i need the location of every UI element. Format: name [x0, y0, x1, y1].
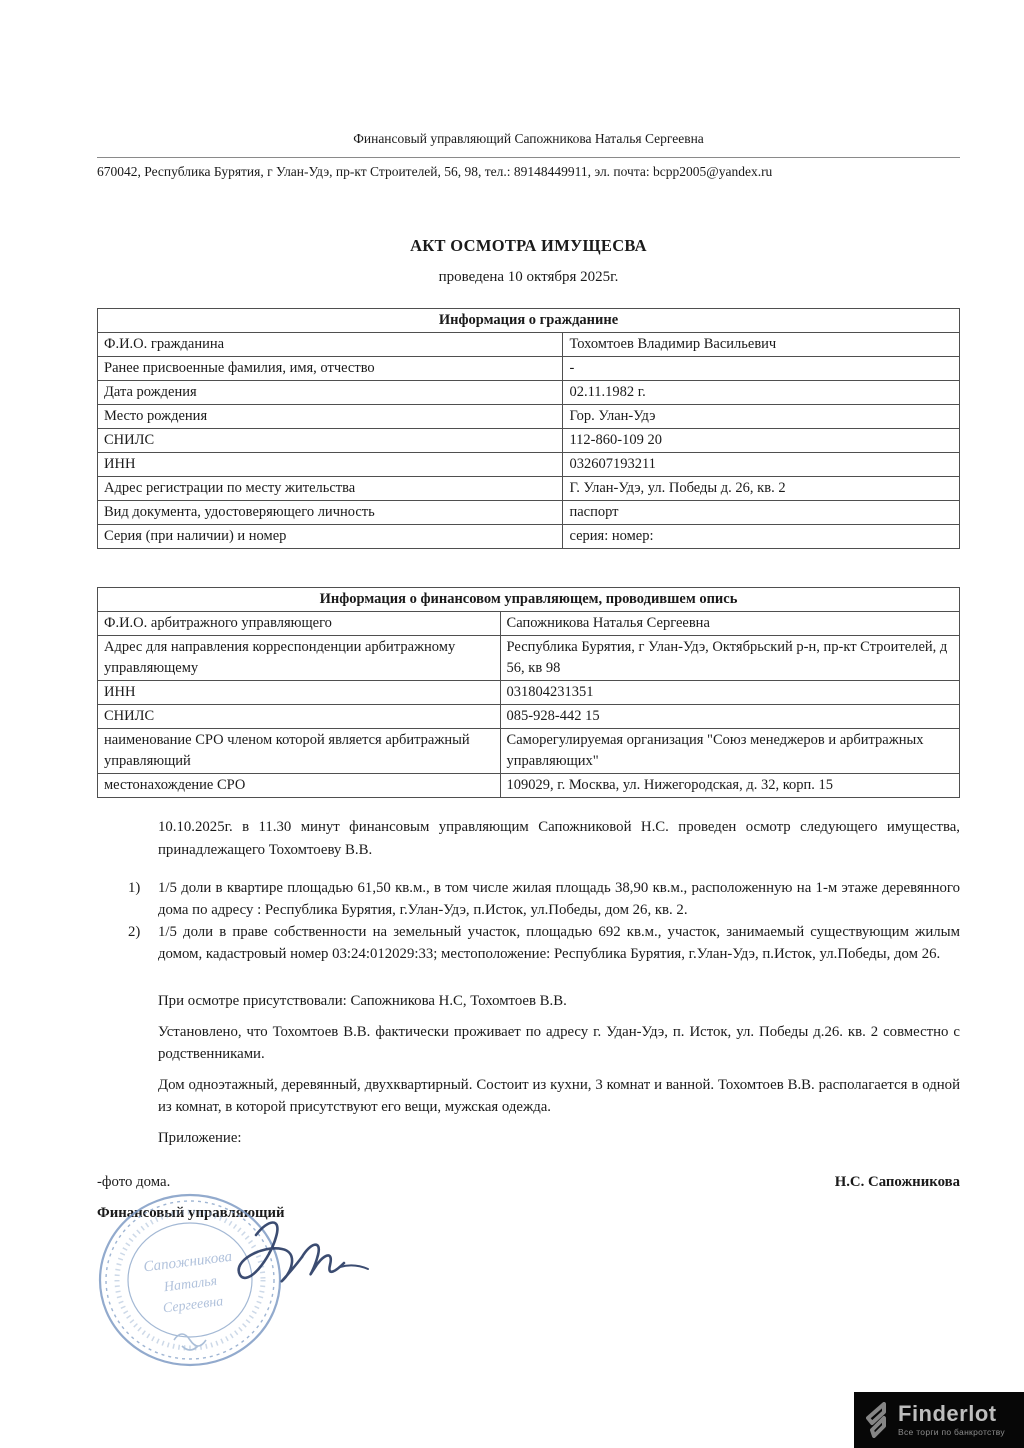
inspection-intro-paragraph: 10.10.2025г. в 11.30 минут финансовым управляющим Сапожниковой Н.С. проведен осмотр следующего имущества, принадлежащего Тохомтоеву В.В. [158, 819, 960, 858]
signer-name: Н.С. Сапожникова [834, 1173, 960, 1190]
row-value: 031804231351 [500, 681, 959, 705]
table-row [98, 477, 960, 501]
row-label: Дата рождения [98, 381, 563, 405]
signature-graphic [210, 1215, 380, 1325]
table-row [98, 729, 960, 774]
findings-paragraphs [97, 990, 960, 1150]
stamp-name-line1: Сапожникова [142, 1248, 233, 1276]
table-row [98, 681, 960, 705]
table-row [98, 501, 960, 525]
table-row [98, 405, 960, 429]
row-label: Серия (при наличии) и номер [98, 525, 563, 549]
list-item-text: 1/5 доли в квартире площадью 61,50 кв.м., в том числе жилая площадь 38,90 кв.м., расположенную на 1-м этаже деревянного дома по адресу : Республика Бурятия, г.Улан-Удэ, п.Исток, ул.Победы, дом 26, кв. 2. [158, 879, 960, 918]
watermark-brand: Finderlot [898, 1401, 997, 1426]
row-value: Гор. Улан-Удэ [563, 405, 960, 429]
handwritten-signature [210, 1215, 380, 1325]
table-row [98, 453, 960, 477]
watermark-text [898, 1403, 1005, 1437]
body-text [97, 816, 960, 1149]
inventory-list [97, 877, 960, 966]
attachment-note: -фото дома. [97, 1173, 171, 1190]
list-item-text: 1/5 доли в праве собственности на земельный участок, площадью 692 кв.м., участок, занимаемый существующим жилым домом, кадастровый номер 03:24:012029:33; местоположение: Республика Бурятия, г.Улан-Удэ, п.Исток, ул.Победы, дом 26. [158, 924, 960, 963]
document-content [97, 130, 960, 1222]
row-label: Адрес регистрации по месту жительства [98, 477, 563, 501]
table-row [98, 636, 960, 681]
row-label: Ранее присвоенные фамилия, имя, отчество [98, 357, 563, 381]
row-label: наименование СРО членом которой является арбитражный управляющий [98, 729, 501, 774]
table-row [98, 705, 960, 729]
table-row [98, 612, 960, 636]
row-value: 085-928-442 15 [500, 705, 959, 729]
row-label: Вид документа, удостоверяющего личность [98, 501, 563, 525]
inventory-list-item [97, 877, 960, 921]
body-paragraph: Установлено, что Тохомтоев В.В. фактически проживает по адресу г. Удан-Удэ, п. Исток, ул. Победы д.26. кв. 2 совместно с родственниками. [158, 1023, 960, 1062]
body-paragraph: Приложение: [158, 1130, 242, 1147]
table-row [98, 525, 960, 549]
list-item-number: 1) [128, 879, 141, 896]
row-value: 02.11.1982 г. [563, 381, 960, 405]
stamp-name-line3: Сергеевна [162, 1294, 225, 1317]
citizen-table-header: Информация о гражданине [98, 309, 960, 333]
table-header-row [98, 588, 960, 612]
document-subtitle: проведена 10 октября 2025г. [438, 269, 619, 286]
row-label: ИНН [98, 681, 501, 705]
row-value: Г. Улан-Удэ, ул. Победы д. 26, кв. 2 [563, 477, 960, 501]
footer-row [97, 1174, 960, 1191]
contact-line: 670042, Республика Бурятия, г Улан-Удэ, пр-кт Строителей, 56, 98, тел.: 89148449911, эл. почта: bcpp2005@yandex.ru [97, 163, 773, 179]
row-value: паспорт [563, 501, 960, 525]
row-label: Ф.И.О. гражданина [98, 333, 563, 357]
table-header-row [98, 309, 960, 333]
row-value: 032607193211 [563, 453, 960, 477]
row-value: 112-860-109 20 [563, 429, 960, 453]
row-value: серия: номер: [563, 525, 960, 549]
table-row [98, 333, 960, 357]
header-divider [97, 157, 960, 158]
table-row [98, 381, 960, 405]
document-title: АКТ ОСМОТРА ИМУЩЕСВА [410, 236, 647, 256]
body-paragraph: Дом одноэтажный, деревянный, двухквартирный. Состоит из кухни, 3 комнат и ванной. Тохомтоев В.В. располагается в одной из комнат, в которой присутствуют его вещи, мужская одежда. [158, 1077, 960, 1116]
row-label: местонахождение СРО [98, 774, 501, 798]
body-paragraph: При осмотре присутствовали: Сапожникова Н.С, Тохомтоев В.В. [158, 992, 567, 1009]
signer-role: Финансовый управляющий [97, 1204, 285, 1221]
finderlot-logo-icon [860, 1398, 894, 1442]
finderlot-watermark [854, 1392, 1024, 1448]
row-value: Республика Бурятия, г Улан-Удэ, Октябрьский р-н, пр-кт Строителей, д 56, кв 98 [500, 636, 959, 681]
watermark-tagline: Все торги по банкротству [898, 1427, 1005, 1437]
row-value: Саморегулируемая организация "Союз менеджеров и арбитражных управляющих" [500, 729, 959, 774]
list-item-number: 2) [128, 924, 141, 941]
row-label: ИНН [98, 453, 563, 477]
manager-info-table [97, 587, 960, 798]
row-label: Адрес для направления корреспонденции арбитражному управляющему [98, 636, 501, 681]
stamp-name-line2: Наталья [163, 1273, 218, 1296]
inventory-list-item [97, 921, 960, 965]
manager-header-line: Финансовый управляющий Сапожникова Наталья Сергеевна [353, 131, 704, 146]
table-row [98, 774, 960, 798]
citizen-info-table [97, 308, 960, 549]
row-value: - [563, 357, 960, 381]
row-label: СНИЛС [98, 705, 501, 729]
row-value: Сапожникова Наталья Сергеевна [500, 612, 959, 636]
table-row [98, 429, 960, 453]
row-value: Тохомтоев Владимир Васильевич [563, 333, 960, 357]
row-label: Ф.И.О. арбитражного управляющего [98, 612, 501, 636]
manager-table-header: Информация о финансовом управляющем, проводившем опись [98, 588, 960, 612]
row-label: Место рождения [98, 405, 563, 429]
row-label: СНИЛС [98, 429, 563, 453]
table-row [98, 357, 960, 381]
row-value: 109029, г. Москва, ул. Нижегородская, д. 32, корп. 15 [500, 774, 959, 798]
